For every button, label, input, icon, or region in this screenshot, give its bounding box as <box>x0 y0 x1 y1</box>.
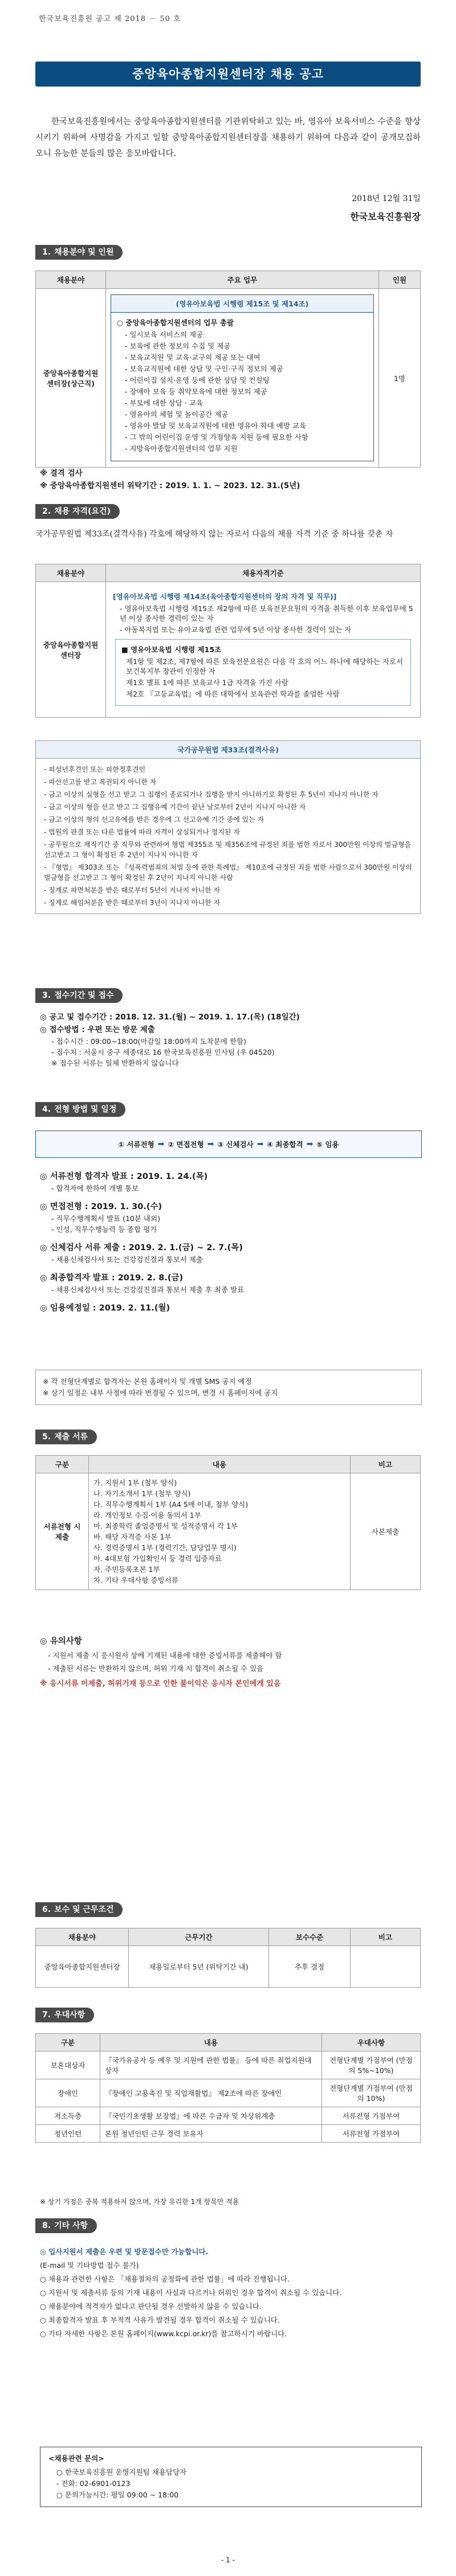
process-note: ※ 상기 일정은 내부 사정에 따라 변경될 수 있으며, 변경 시 홈페이지에 공지 <box>43 1389 278 1397</box>
th-duty: 주요 업무 <box>106 271 379 289</box>
section-heading-5: 5. 제출 서류 <box>35 1430 97 1444</box>
th-content: 내용 <box>89 1456 351 1473</box>
process-flow <box>35 1131 422 1158</box>
qual-intro: 국가공무원법 제33조(결격사유) 각호에 해당하지 않는 자로서 다음의 채용 자격 기준 중 하나를 갖춘 자 <box>35 530 393 539</box>
table-row: 청년인턴 본원 청년인턴 근무 경력 보유자 서류전형 가점부여 <box>36 2125 421 2143</box>
contact-line: ○ 한국보육진흥원 운영지원팀 채용담당자 <box>56 2468 187 2476</box>
receipt-place: - 접수처 : 서울시 중구 세종대로 16 한국보육진흥원 인사팀 (우 04520) <box>51 1048 275 1056</box>
arrow-right-icon: ➡ <box>306 1140 314 1149</box>
receipt-note: ※ 접수된 서류는 일체 반환하지 않습니다 <box>51 1059 179 1067</box>
notes-warning: ※ 응시서류 미제출, 허위기재 등으로 인한 불이익은 응시자 본인에게 있음 <box>40 1680 281 1688</box>
footnote-check: ※ 결격 검사 <box>40 469 83 478</box>
law-item: - 금고 이상의 형을 선고 받고 그 집행유예 기간이 끝난 날로부터 2년이 지나지 아니한 자 <box>44 803 306 811</box>
qual-box-item: 제2호 『고등교육법』에 따른 대학에서 보육관련 학과를 졸업한 사람 <box>126 690 340 698</box>
th-qual: 채용자격기준 <box>106 564 421 582</box>
table-row: 보훈대상자 『국가유공자 등 예우 및 지원에 관한 법률』 등에 따른 취업지원대상자 전형단계별 가점부여 (만점의 5%~10%) <box>36 2051 421 2079</box>
page-number: - 1 - <box>221 2556 235 2564</box>
pay-level: 추후 결정 <box>269 1946 351 1988</box>
section-heading-1: 1. 채용분야 및 인원 <box>35 245 123 260</box>
etc-item: ○ 최종합격자 발표 후 부적격 사유가 발견될 경우 합격이 취소될 수 있습니다. <box>40 2316 280 2324</box>
doc-item: 사. 경력증명서 1부 (경력기간, 담당업무 명시) <box>93 1543 237 1552</box>
qual-box-head: ■ 영유아보육법 시행령 제15조 <box>121 645 222 654</box>
page-title: 중앙육아종합지원센터장 채용 공고 <box>132 67 324 81</box>
flow-step: ⑤ 임용 <box>316 1140 339 1149</box>
section-heading-8: 8. 기타 사항 <box>35 2218 97 2233</box>
notice-number: 한국보육진흥원 공고 제 2018 － 50 호 <box>39 15 181 23</box>
table-row: 장애인 『장애인 고용촉진 및 직업재활법』 제2조에 따른 장애인 전형단계별 가점부여 (만점의 10%) <box>36 2079 421 2107</box>
qual-box-item: 제1호 별표 1에 따른 보육교사 1급 자격을 가진 사람 <box>126 678 289 687</box>
th-field: 채용분야 <box>36 564 106 582</box>
law-item: - 금고 이상의 형의 선고유예를 받은 경우에 그 선고유예 기간 중에 있는 자 <box>44 816 264 824</box>
arrow-right-icon: ➡ <box>256 1140 264 1149</box>
pref-table <box>35 2033 421 2143</box>
docs-table <box>35 1455 421 1590</box>
law-item: - 공무원으로 재직기간 중 직무와 관련하여 형법 제355조 및 제356조에 규정된 죄를 범한 자로서 300만원 이상의 벌금형을 선고받고 그 형이 확정된 후 2년이 지나지 아니한 자 <box>44 841 412 859</box>
law-content <box>36 759 421 914</box>
law-item: - 『형법』 제303조 또는 『성폭력범죄의 처벌 등에 관한 특례법』 제10조에 규정된 죄를 범한 사람으로서 300만원 이상의 벌금형을 선고받고 그 형이 확정된 후 2년이 지나지 아니한 사람 <box>44 863 412 882</box>
footnote-period: ※ 중앙육아종합지원센터 위탁기간 : 2019. 1. 1. ~ 2023. 12. 31.(5년) <box>40 481 300 490</box>
law-item: - 파산선고를 받고 복권되지 아니한 자 <box>44 778 157 786</box>
etc-item: ○ 기타 자세한 사항은 본원 홈페이지(www.kcpi.or.kr)를 참고하시기 바랍니다. <box>40 2329 287 2338</box>
qual-sub-box <box>115 639 411 706</box>
qual-field-cell: 중앙육아종합지원센터장 <box>36 582 106 718</box>
flow-step: ③ 신체검사 <box>217 1140 254 1149</box>
th-field: 채용분야 <box>36 1928 129 1946</box>
recruit-table <box>35 271 421 468</box>
section-heading-4: 4. 전형 방법 및 일정 <box>35 1102 125 1117</box>
duty-item: - 보육교직원 및 교육·교구의 제공 또는 대여 <box>125 353 260 362</box>
doc-item: 나. 자기소개서 1부 (첨부 양식) <box>93 1489 191 1498</box>
section-heading-7: 7. 우대사항 <box>35 2008 94 2022</box>
table-row: 저소득층 『국민기초생활 보장법』에 따른 수급자 및 차상위계층 서류전형 가점부여 <box>36 2107 421 2125</box>
duty-sub: (영유아보육법 시행령 제15조 및 제14조) <box>111 295 373 313</box>
doc-item: 마. 최종학력 졸업증명서 및 성적증명서 각 1부 <box>93 1522 238 1530</box>
receipt-block <box>40 1011 416 1068</box>
th-group: 구분 <box>36 2034 100 2051</box>
law-item: - 징계로 파면처분을 받은 때로부터 5년이 지나지 아니한 자 <box>44 886 221 894</box>
law-head: 국가공무원법 제33조(결격사유) <box>36 741 421 759</box>
doc-item: 아. 4대보험 가입확인서 등 경력 입증자료 <box>93 1554 222 1563</box>
etc-item: ○ 채용분야에 적격자가 없다고 판단될 경우 선발하지 않을 수 있습니다. <box>40 2302 262 2311</box>
th-note: 비고 <box>351 1456 421 1473</box>
doc-item: 자. 주민등록초본 1부 <box>93 1565 160 1574</box>
th-note: 비고 <box>351 1928 421 1946</box>
th-pref: 우대사항 <box>322 2034 421 2051</box>
doc-item: 차. 기타 우대사항 증빙서류 <box>93 1576 178 1584</box>
doc-item: 라. 개인정보 수집·이용 동의서 1부 <box>93 1511 201 1520</box>
etc-item: ○ 지원서 및 제출서류 등의 기재 내용이 사실과 다르거나 허위인 경우 합격이 취소될 수 있습니다. <box>40 2288 342 2297</box>
section-heading-3: 3. 접수기간 및 접수 <box>35 988 123 1003</box>
etc-highlight: ◎ 입사지원서 제출은 우편 및 방문접수만 가능합니다. <box>40 2247 209 2256</box>
doc-item: 바. 해당 자격증 사본 1부 <box>93 1533 172 1541</box>
qual-item: - 아동복지법 또는 유아교육법 관련 업무에 5년 이상 종사한 경력이 있는 자 <box>120 625 352 634</box>
law-item: - 법원의 판결 또는 다른 법률에 따라 자격이 상실되거나 정지된 자 <box>44 828 240 836</box>
etc-item: (E-mail 및 기타방법 접수 불가) <box>40 2261 139 2270</box>
docs-notes <box>40 1635 416 1692</box>
duty-item: - 장애아 보육 등 취약보육에 대한 정보의 제공 <box>125 387 267 396</box>
duty-list <box>111 313 373 461</box>
th-field: 채용분야 <box>36 271 106 289</box>
etc-block <box>40 2244 416 2342</box>
qual-item: - 영유아보육법 시행령 제15조 제2항에 따른 보육전문요원의 자격을 취득한 이후 보육업무에 5년 이상 종사한 경력이 있는 자 <box>120 604 413 623</box>
law-item: - 피성년후견인 또는 피한정후견인 <box>44 765 146 773</box>
duty-item: - 그 밖의 어린이집 운영 및 가정양육 지원 등에 필요한 사항 <box>125 433 308 441</box>
arrow-right-icon: ➡ <box>207 1140 214 1149</box>
duty-item: - 보육교직원에 대한 상담 및 구인·구직 정보의 제공 <box>125 365 283 373</box>
duty-item: - 영유아의 체험 및 놀이공간 제공 <box>125 410 229 419</box>
contact-line: - 전화: 02-6901-0123 <box>56 2479 131 2488</box>
count-cell: 1명 <box>379 289 421 468</box>
schedule-list <box>40 1170 416 1321</box>
th-period: 근무기간 <box>129 1928 269 1946</box>
duty-item: - 어린이집 설치·운영 등에 관한 상담 및 컨설팅 <box>125 376 270 384</box>
duty-item: - 영유아 발달 및 보육교직원에 대한 영유아 학대 예방 교육 <box>125 421 306 430</box>
flow-step: ④ 최종합격 <box>267 1140 303 1149</box>
notes-head: ◎ 유의사항 <box>40 1637 82 1646</box>
receipt-time: - 접수시간 : 09:00~18:00(마감일 18:00까지 도착분에 한함) <box>51 1037 246 1046</box>
qual-box-item: 제1항 및 제2조, 제7항에 따른 보육전문요원은 다음 각 호의 어느 하나에 해당하는 자로서 보건복지부 장관이 인정한 자 <box>126 657 404 675</box>
doc-item: 다. 직무수행계획서 1부 (A4 5매 이내, 첨부 양식) <box>93 1500 249 1509</box>
notes-item: - 제출된 서류는 반환하지 않으며, 허위 기재 시 합격이 취소될 수 있음 <box>48 1664 264 1673</box>
process-note: ※ 각 전형단계별로 합격자는 본원 홈페이지 및 개별 SMS 공지 예정 <box>43 1377 252 1386</box>
flow-step: ② 면접전형 <box>168 1140 204 1149</box>
law-item: - 징계로 해임처분을 받은 때로부터 3년이 지나지 아니한 자 <box>44 899 221 907</box>
section-heading-2: 2. 채용 자격(요건) <box>35 504 120 519</box>
schedule-item: ◎ 임용예정일 : 2019. 2. 11.(월) <box>40 1304 170 1313</box>
duty-head: ○ 중앙육아종합지원센터의 업무 총괄 <box>117 318 234 327</box>
duty-cell <box>106 289 379 468</box>
qual-content-cell <box>106 582 421 718</box>
schedule-item: ◎ 서류전형 합격자 발표 : 2019. 1. 24.(목) - 합격자에 한하여 개별 통보 <box>40 1172 208 1193</box>
section-heading-6: 6. 보수 및 근무조건 <box>35 1902 123 1917</box>
contact-line: ○ 문의가능시간: 평일 09:00 ~ 18:00 <box>56 2491 179 2499</box>
duty-item: - 보육에 관한 정보의 수집 및 제공 <box>125 342 231 350</box>
qual-title: [영유아보육법 시행령 제14조(육아종합지원센터의 장의 자격 및 직무)] <box>113 592 337 601</box>
pay-table <box>35 1928 421 1988</box>
process-note-box <box>35 1370 422 1405</box>
contact-head: <채용관련 문의> <box>48 2454 104 2463</box>
duty-item: - 일시보육 서비스의 제공 <box>125 330 203 339</box>
flow-step: ① 서류전형 <box>118 1140 154 1149</box>
duty-item: - 지방육아종합지원센터의 업무 지원 <box>125 444 238 453</box>
doc-item: 가. 지원서 1부 (첨부 양식) <box>93 1479 177 1487</box>
issuing-org: 한국보육진흥원장 <box>350 211 421 222</box>
docs-list <box>89 1473 351 1590</box>
arrow-right-icon: ➡ <box>157 1140 165 1149</box>
law-item: - 금고 이상의 실형을 선고 받고 그 집행이 종료되거나 집행을 받지 아니하기로 확정된 후 5년이 지나지 아니한 자 <box>44 791 378 798</box>
docs-group: 서류전형 시 제출 <box>36 1473 89 1590</box>
docs-note: 사본제출 <box>351 1473 421 1590</box>
schedule-item: ◎ 면접전형 : 2019. 1. 30.(수) - 직무수행계획서 발표 (10분 내외) - 인성, 직무수행능력 등 종합 평가 <box>40 1202 162 1234</box>
receipt-period: ◎ 공고 및 접수기간 : 2018. 12. 31.(월) ~ 2019. 1. 17.(목) (18일간) <box>40 1013 300 1022</box>
th-count: 인원 <box>379 271 421 289</box>
th-group: 구분 <box>36 1456 89 1473</box>
pref-note: ※ 상기 가점은 중복 적용하지 않으며, 가장 유리한 1개 항목만 적용 <box>40 2198 239 2206</box>
schedule-item: ◎ 최종합격자 발표 : 2019. 2. 8.(금) - 채용신체검사서 또는 건강검진결과 통보서 제출 후 최종 발표 <box>40 1273 245 1294</box>
title-banner <box>35 62 421 87</box>
recruit-footnotes <box>40 467 416 492</box>
pay-period: 채용일로부터 5년 (위탁기간 내) <box>129 1946 269 1988</box>
pay-field: 중앙육아종합지원센터장 <box>36 1946 129 1988</box>
duty-box <box>111 294 374 461</box>
pay-note <box>351 1946 421 1988</box>
notice-date: 2018년 12월 31일 <box>352 194 421 203</box>
schedule-item: ◎ 신체검사 서류 제출 : 2019. 2. 1.(금) ~ 2. 7.(목) - 채용신체검사서 또는 건강검진결과 통보서 제출 <box>40 1243 243 1264</box>
etc-item: ○ 채용과 관련한 사항은 「채용절차의 공정화에 관한 법률」에 따라 진행됩니다. <box>40 2275 290 2283</box>
duty-item: - 부모에 대한 상담 · 교육 <box>125 399 203 407</box>
qual-table <box>35 564 421 718</box>
receipt-method: ◎ 접수방법 : 우편 또는 방문 제출 <box>40 1025 155 1034</box>
contact-box <box>40 2447 422 2507</box>
notes-item: - 지원서 제출 시 응시원서 상에 기재된 내용에 대한 증빙서류를 제출해야 함 <box>48 1651 282 1660</box>
th-level: 보수수준 <box>269 1928 351 1946</box>
intro-paragraph: 한국보육진흥원에서는 중앙육아종합지원센터를 기관위탁하고 있는 바, 영유아 보육서비스 수준을 향상시키기 위하여 사명감을 가지고 일할 중앙육아종합지원센터장을 채용하기 위하여 다음과 같이 공개모집하오니 유능한 분들의 많은 응모바랍니다. <box>35 117 421 158</box>
field-cell: 중앙육아종합지원센터장(상근직) <box>36 289 106 468</box>
th-content: 내용 <box>100 2034 322 2051</box>
law-table <box>35 740 421 914</box>
